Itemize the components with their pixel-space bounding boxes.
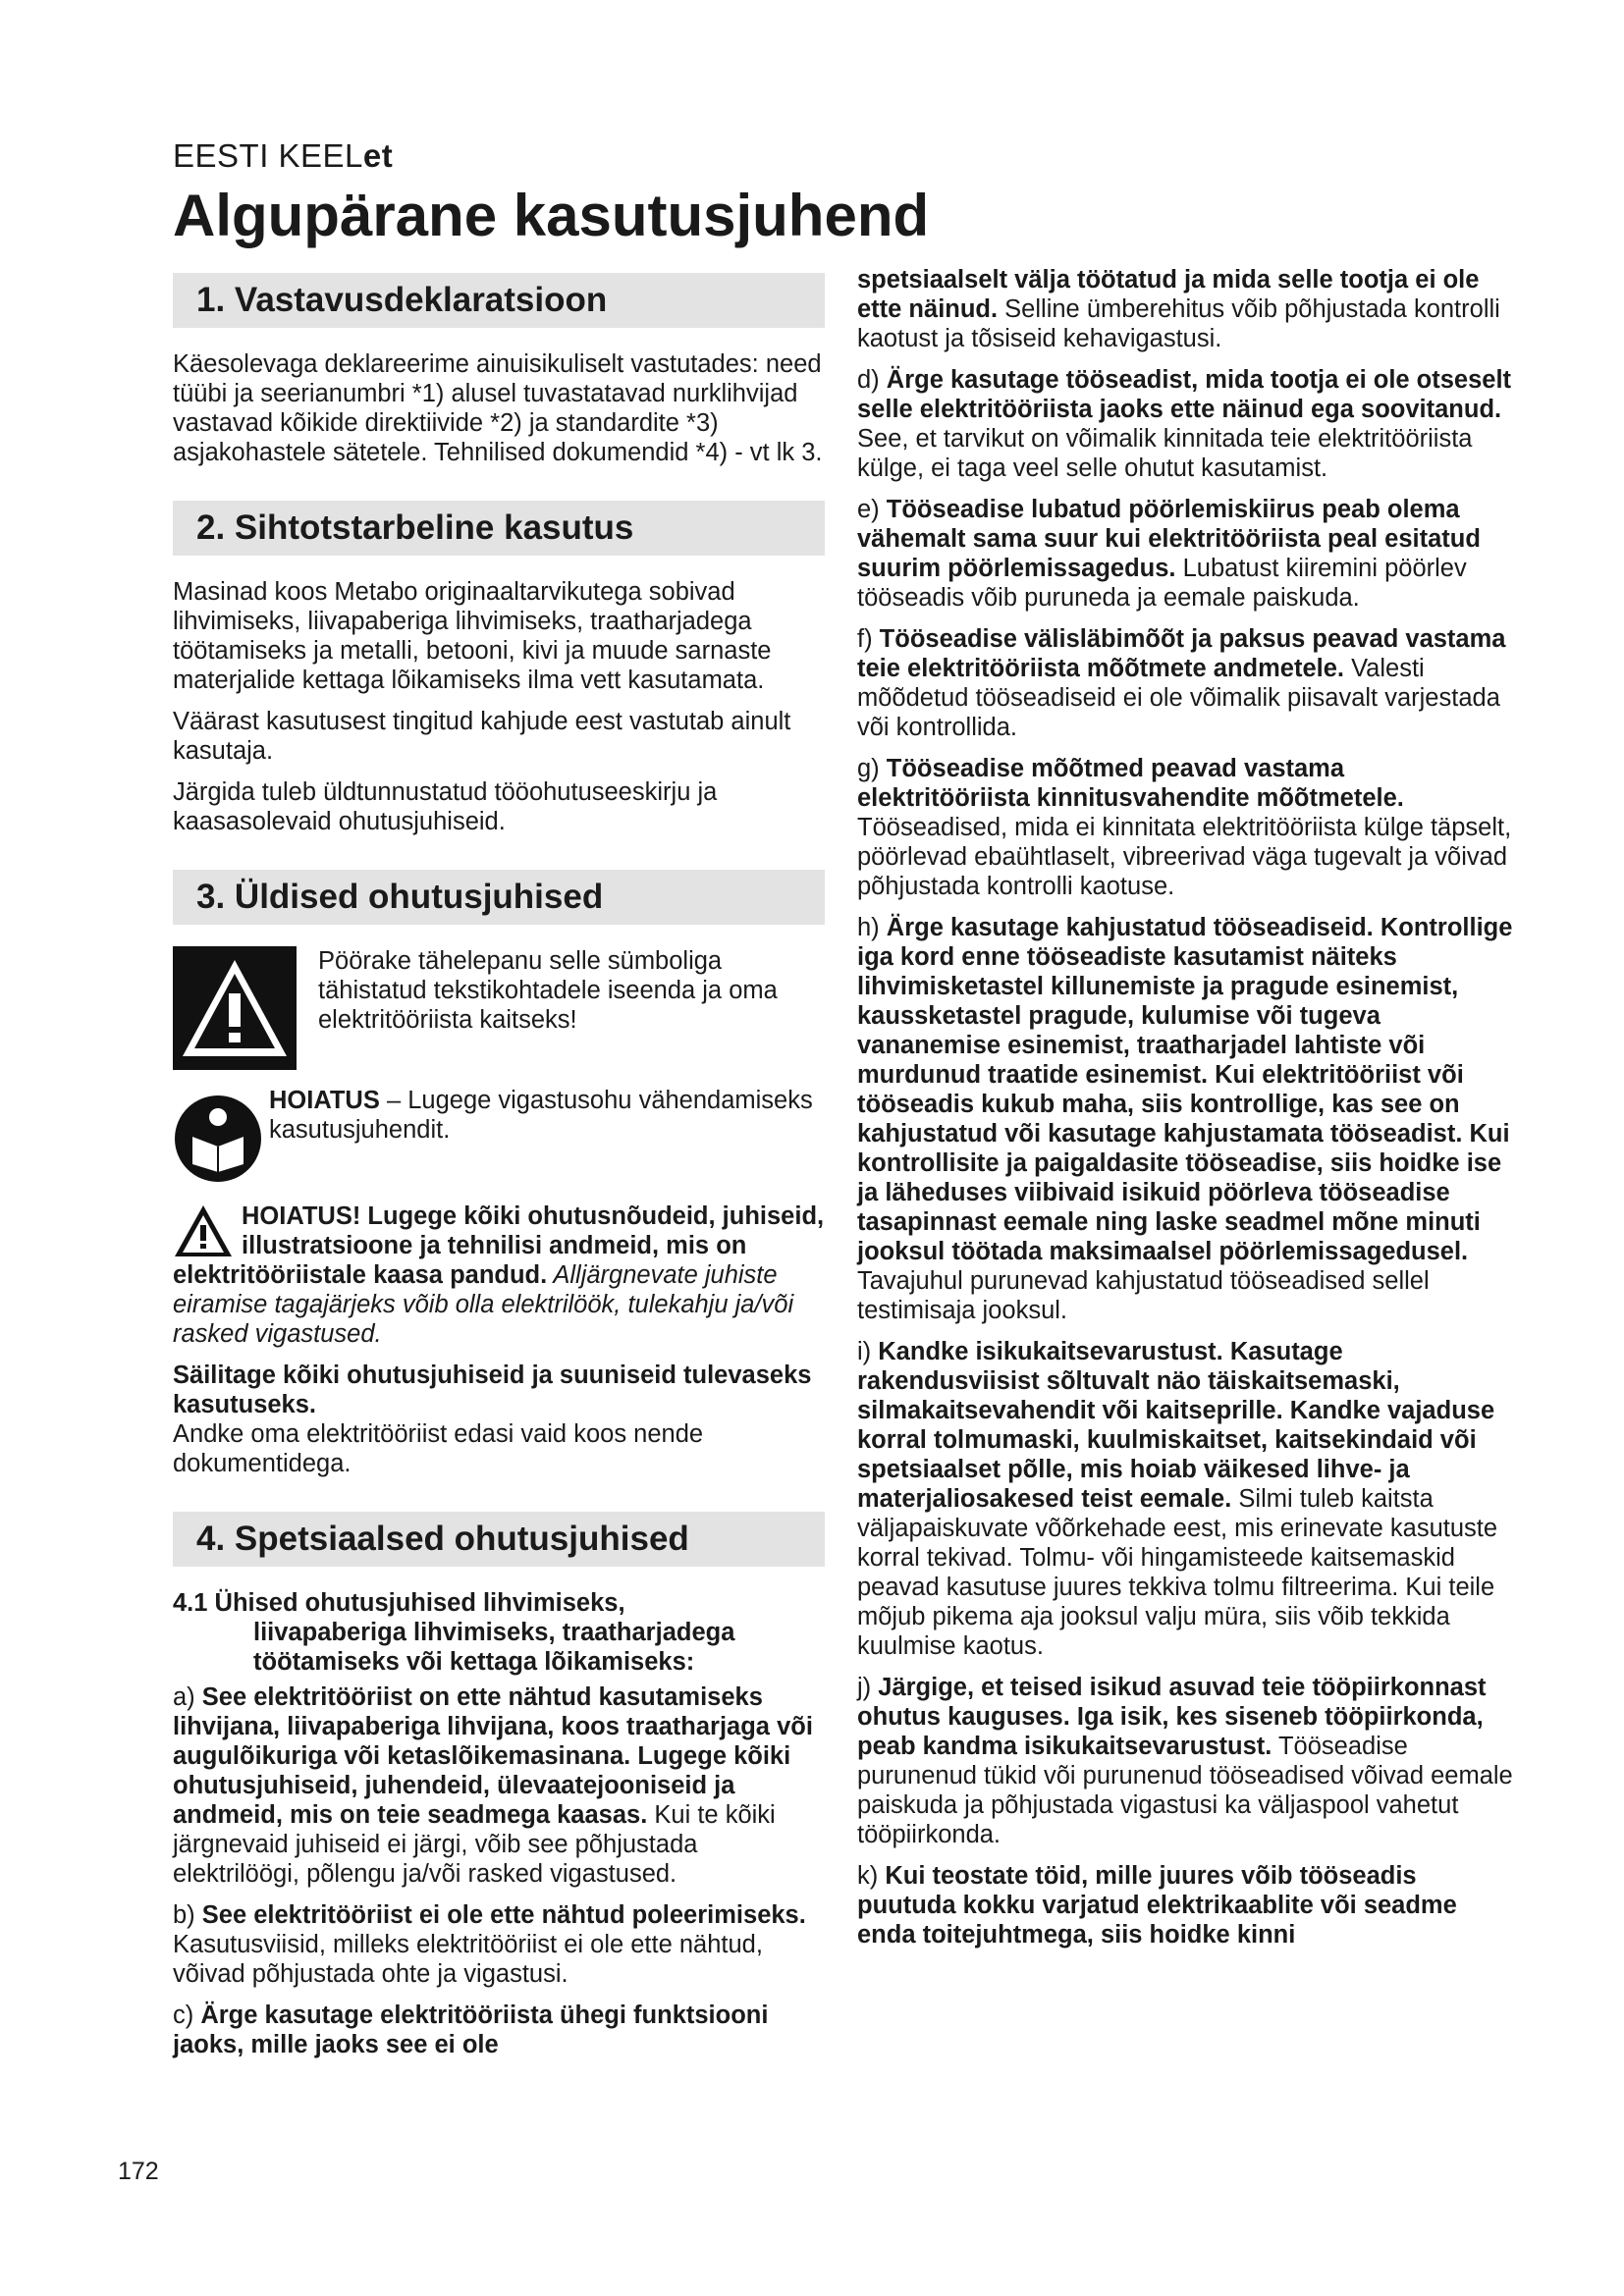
warning-text: HOIATUS! Lugege kõiki ohutusnõudeid, juhiseid, illustratsioone ja tehnilisi andmeid, mis on elektritööriistale kaasa pandud. Alljärgnevate juhiste eiramise tagajärjeks võib olla elektrilöök, tulekahju ja/või rasked vigastused. <box>173 1202 825 1348</box>
item-c: c) Ärge kasutage elektritööriista ühegi funktsiooni jaoks, mille jaoks see ei ole <box>173 2002 769 2058</box>
language-label: EESTI KEELet <box>173 137 394 174</box>
read-manual-note <box>173 1084 825 1184</box>
item-k: k) Kui teostate töid, mille juures võib tööseadis puutuda kokku varjatud elektrikaablite või seadme enda toitejuhtmega, siis hoidke kinni <box>857 1862 1457 1949</box>
item-f: f) Tööseadise välisläbimõõt ja paksus peavad vastama teie elektritööriista mõõtmete andmetele. Valesti mõõdetud tööseadiseid ei ole võimalik piisavalt varjestada või kontrollida. <box>857 625 1506 741</box>
item-g: g) Tööseadise mõõtmed peavad vastama elektritööriista kinnitusvahendite mõõtmetele. Tööseadised, mida ei kinnitata elektritööriista külge täpselt, pöörlevad ebaühtlaselt, vibreerivad väga tugevalt ja võivad põhjustada kontrolli kaotuse. <box>857 755 1512 900</box>
item-b: b) See elektritööriist ei ole ette nähtud poleerimiseks. Kasutusviisid, milleks elektritööriist ei ole ette nähtud, võivad põhjustada ohte ja vigastusi. <box>173 1901 806 1988</box>
section-heading-3: 3. Üldised ohutusjuhised <box>173 870 825 925</box>
read-manual-text: HOIATUS – Lugege vigastusohu vähendamiseks kasutusjuhendit. <box>269 1087 813 1144</box>
warning-block <box>173 1201 825 1349</box>
right-column <box>857 265 1520 1961</box>
section-2-text-1: Masinad koos Metabo originaaltarvikutega sobivad lihvimiseks, liivapaberiga lihvimiseks, traatharjadega töötamiseks ja metalli, betooni, kivi ja muude sarnaste materjalide kettaga lõikamiseks ilma vett kasutamata. <box>173 578 772 694</box>
item-i: i) Kandke isikukaitsevarustust. Kasutage rakendusviisist sõltuvalt näo täiskaitsemaski, silmakaitsevahendit või kaitseprille. Kandke vajaduse korral tolmumaski, kuulmiskaitset, kaitsekindaid või spetsiaalset põlle, mis hoiab väikesed lihve- ja materjaliosakesed teist eemale. Silmi tuleb kaitsta väljapaiskuvate võõrkehade eest, mis erinevate kasutuste korral tekivad. Tolmu- või hingamisteede kaitsemaskid peavad kasutuse juures tekkiva tolmu filtreerima. Kui teile mõjub pikema aja jooksul valju müra, siis võib tekkida kuulmise kaotus. <box>857 1338 1498 1660</box>
left-column <box>173 273 825 2071</box>
section-1-text: Käesolevaga deklareerime ainuisikuliselt vastutades: need tüübi ja seerianumbri *1) alusel tuvastatavad nurklihvijad vastavad kõikide direktiivide *2) ja standardite *3) asjakohastele sätetele. Tehnilised dokumendid *4) - vt lk 3. <box>173 350 823 466</box>
section-2-text-2: Väärast kasutusest tingitud kahjude eest vastutab ainult kasutaja. <box>173 708 791 765</box>
small-warning-triangle-icon <box>173 1203 234 1258</box>
symbol-note <box>173 946 825 1070</box>
keep-instructions: Säilitage kõiki ohutusjuhiseid ja suuniseid tulevaseks kasutuseks. Andke oma elektritööriist edasi vaid koos nende dokumentidega. <box>173 1362 812 1477</box>
section-heading-4: 4. Spetsiaalsed ohutusjuhised <box>173 1512 825 1567</box>
item-a: a) See elektritööriist on ette nähtud kasutamiseks lihvijana, liivapaberiga lihvijana, koos traatharjaga või augulõikuriga või ketaslõikemasinana. Lugege kõiki ohutusjuhiseid, juhendeid, ülevaatejooniseid ja andmeid, mis on teie seadmega kaasas. Kui te kõiki järgnevaid juhiseid ei järgi, võib see põhjustada elektrilöögi, põlengu ja/või rasked vigastused. <box>173 1683 813 1888</box>
item-c-continued: spetsiaalselt välja töötatud ja mida selle tootja ei ole ette näinud. Selline ümberehitus võib põhjustada kontrolli kaotust ja tõsiseid kehavigastusi. <box>857 266 1500 352</box>
symbol-note-text: Pöörake tähelepanu selle sümboliga tähistatud tekstikohtadele iseenda ja oma elektritööriista kaitseks! <box>318 947 778 1034</box>
section-heading-2: 2. Sihtotstarbeline kasutus <box>173 501 825 556</box>
item-d: d) Ärge kasutage tööseadist, mida tootja ei ole otseselt selle elektritööriista jaoks ette näinud ega soovitanud. See, et tarvikut on võimalik kinnitada teie elektritööriista külge, ei taga veel selle ohutut kasutamist. <box>857 366 1512 482</box>
section-heading-1: 1. Vastavusdeklaratsioon <box>173 273 825 328</box>
warning-triangle-icon <box>173 946 297 1070</box>
item-h: h) Ärge kasutage kahjustatud tööseadiseid. Kontrollige iga kord enne tööseadiste kasutamist näiteks lihvimisketastel killunemiste ja pragude esinemist, kaussketastel pragude, kulumise või tugeva vananemise esinemist, traatharjadel lahtiste või murdunud traatide esinemist. Kui elektritööriist või tööseadis kukub maha, siis kontrollige, kas see on kahjustatud või kasutage kahjustamata tööseadist. Kui kontrollisite ja paigaldasite tööseadise, siis hoidke ise ja läheduses viibivaid isikuid pöörleva tööseadise tasapinnast eemale ning laske seadmel mõne minuti jooksul töötada maksimaalsel pöörlemissagedusel. Tavajuhul purunevad kahjustatud tööseadised sellel testimisaja jooksul. <box>857 914 1513 1324</box>
item-j: j) Järgige, et teised isikud asuvad teie tööpiirkonnast ohutus kauguses. Iga isik, kes siseneb tööpiirkonda, peab kandma isikukaitsevarustust. Tööseadise purunenud tükid või purunenud tööseadised võivad eemale paiskuda ja põhjustada vigastusi ka väljaspool vahetut tööpiirkonda. <box>857 1674 1513 1848</box>
page-number: 172 <box>118 2158 159 2185</box>
section-2-text-3: Järgida tuleb üldtunnustatud tööohutuseeskirju ja kaasasolevaid ohutusjuhiseid. <box>173 778 718 835</box>
read-manual-icon <box>173 1094 263 1184</box>
subsection-heading-4-1: 4.1 Ühised ohutusjuhised lihvimiseks, liivapaberiga lihvimiseks, traatharjadega töötamiseks või kettaga lõikamiseks: <box>173 1589 735 1676</box>
document-title: Algupärane kasutusjuhend <box>173 183 930 248</box>
item-e: e) Tööseadise lubatud pöörlemiskiirus peab olema vähemalt sama suur kui elektritööriista peal esitatud suurim pöörlemissagedus. Lubatust kiiremini pöörlev tööseadis võib puruneda ja eemale paiskuda. <box>857 496 1481 612</box>
